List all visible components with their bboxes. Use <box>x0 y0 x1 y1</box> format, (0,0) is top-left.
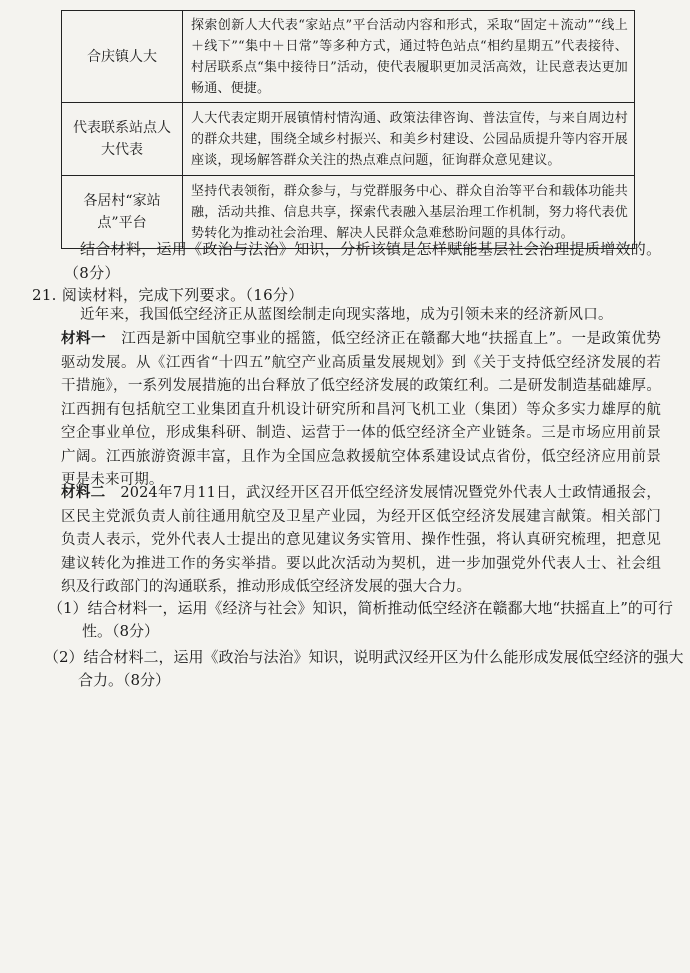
material-two-label: 材料二 <box>61 484 106 501</box>
table-cell-content: 人大代表定期开展镇情村情沟通、政策法律咨询、普法宣传，与来自周边村的群众共建，围绕全域乡村振兴、和美乡村建设、公园品质提升等内容开展座谈，现场解答群众关注的热点难点问题，征询群众意见建议。 <box>183 103 635 176</box>
material-two-text: 2024年7月11日，武汉经开区召开低空经济发展情况暨党外代表人士政情通报会，区民主党派负责人前往通用航空及卫星产业园，为经开区低空经济发展建言献策。相关部门负责人表示，党外代表人士提出的意见建议务实管用、操作性强，将认真研究梳理，把意见建议转化为推进工作的务实举措。要以此次活动为契机，进一步加强党外代表人士、社会组织及行政部门的沟通联系，推动形成低空经济发展的强大合力。 <box>61 485 661 595</box>
subquestion-2 <box>44 646 684 692</box>
material-one <box>61 327 661 493</box>
table-cell-content: 探索创新人大代表“家站点”平台活动内容和形式，采取“固定＋流动”“线上＋线下”“集中＋日常”等多种方式，通过特色站点“相约星期五”代表接待、村居联系点“集中接待日”活动，使代表履职更加灵活高效，让民意表达更加畅通、便捷。 <box>183 11 635 103</box>
question-21-heading: 21. 阅读材料，完成下列要求。（16分） <box>32 286 304 304</box>
table-cell-content: 坚持代表领衔，群众参与，与党群服务中心、群众自治等平台和载体功能共融，活动共推、信息共享，探索代表融入基层治理工作机制，努力将代表优势转化为推动社会治理、解决人民群众急难愁盼问题的具体行动。 <box>183 176 635 249</box>
question-20-score: （8分） <box>64 264 120 282</box>
subquestion-1-text: （1）结合材料一，运用《经济与社会》知识，简析推动低空经济在赣鄱大地“扶摇直上”的可行性。（8分） <box>48 599 673 640</box>
table-cell-name: 各居村“家站点”平台 <box>62 176 183 249</box>
subquestion-1 <box>48 597 684 643</box>
subquestion-2-text: （2）结合材料二，运用《政治与法治》知识，说明武汉经开区为什么能形成发展低空经济的强大合力。（8分） <box>44 648 684 689</box>
table-cell-name: 合庆镇人大 <box>62 11 183 103</box>
material-one-text: 江西是新中国航空事业的摇篮，低空经济正在赣鄱大地“扶摇直上”。一是政策优势驱动发展。从《江西省“十四五”航空产业高质量发展规划》到《关于支持低空经济发展的若干措施》，一系列发展措施的出台释放了低空经济发展的政策红利。二是研发制造基础雄厚。江西拥有包括航空工业集团直升机设计研究所和昌河飞机工业（集团）等众多实力雄厚的航空企事业单位，形成集科研、制造、运营于一体的低空经济全产业链条。三是市场应用前景广阔。江西旅游资源丰富，且作为全国应急救援航空体系建设试点省份，低空经济应用前景更是未来可期。 <box>61 331 662 488</box>
question-20-prompt: 结合材料，运用《政治与法治》知识，分析该镇是怎样赋能基层社会治理提质增效的。 <box>80 240 662 258</box>
question-21-intro: 近年来，我国低空经济正从蓝图绘制走向现实落地，成为引领未来的经济新风口。 <box>80 307 613 323</box>
table-row <box>62 11 635 103</box>
info-table <box>61 10 635 249</box>
material-two <box>61 481 661 600</box>
material-one-label: 材料一 <box>61 330 106 347</box>
table-row <box>62 103 635 176</box>
table-cell-name: 代表联系站点人大代表 <box>62 103 183 176</box>
